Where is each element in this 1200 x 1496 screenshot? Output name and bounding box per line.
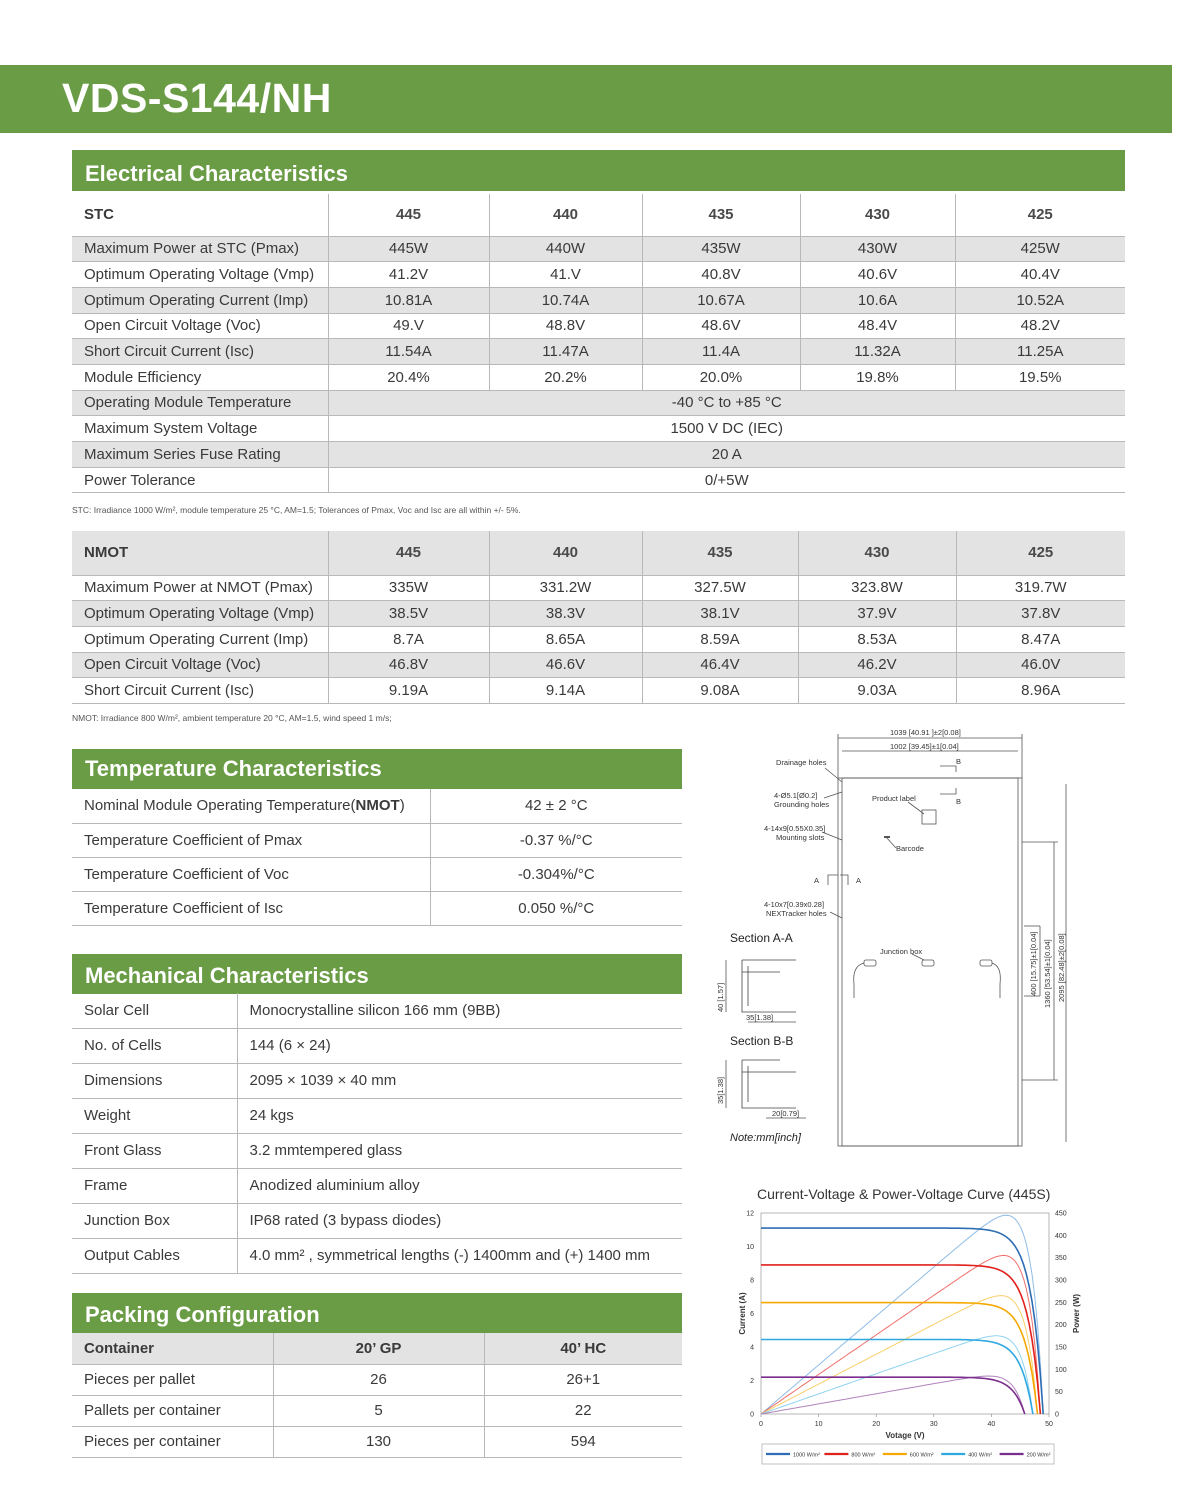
table-row bbox=[72, 1168, 682, 1203]
row-label: Pieces per pallet bbox=[72, 1364, 273, 1395]
table-row bbox=[72, 1203, 682, 1238]
junction-box-label: Junction box bbox=[880, 947, 923, 956]
row-value: -40 °C to +85 °C bbox=[328, 390, 1125, 416]
model-header: 430 bbox=[800, 194, 955, 236]
row-label: Front Glass bbox=[72, 1133, 237, 1168]
table-row bbox=[72, 789, 682, 823]
row-label: Maximum Power at NMOT (Pmax) bbox=[72, 575, 328, 601]
model-header: 430 bbox=[798, 531, 956, 575]
row-value: 26 bbox=[273, 1364, 484, 1395]
y2-tick-label: 100 bbox=[1055, 1366, 1067, 1374]
y2-tick-label: 50 bbox=[1055, 1389, 1063, 1397]
grounding-size: 4-Ø5.1[Ø0.2] bbox=[774, 791, 818, 800]
packing-heading: Packing Configuration bbox=[72, 1293, 682, 1333]
row-value: 435W bbox=[642, 236, 800, 262]
row-value: 8.96A bbox=[956, 678, 1125, 704]
units-note: Note:mm[inch] bbox=[730, 1132, 801, 1144]
mechanical-table bbox=[72, 993, 682, 1274]
sec-b-width: 20[0.79] bbox=[772, 1109, 800, 1118]
row-value: 11.32A bbox=[800, 339, 955, 365]
row-value: 3.2 mmtempered glass bbox=[237, 1133, 682, 1168]
model-header: 435 bbox=[642, 194, 800, 236]
row-label: Dimensions bbox=[72, 1063, 237, 1098]
section-mark-b: B bbox=[956, 757, 962, 766]
chart-svg bbox=[700, 1180, 1120, 1480]
row-label: Optimum Operating Voltage (Vmp) bbox=[72, 262, 328, 288]
product-label: Product label bbox=[872, 794, 916, 803]
row-value: 11.54A bbox=[328, 339, 489, 365]
row-value: -0.304%/°C bbox=[430, 857, 682, 891]
x-tick-label: 20 bbox=[872, 1421, 881, 1428]
row-label: Temperature Coefficient of Isc bbox=[72, 891, 430, 925]
row-label: Short Circuit Current (Isc) bbox=[72, 339, 328, 365]
table-row bbox=[72, 1063, 682, 1098]
mounting-size: 4-14x9[0.55X0.35] bbox=[764, 824, 826, 833]
row-value: 11.47A bbox=[489, 339, 642, 365]
row-label: Temperature Coefficient of Pmax bbox=[72, 823, 430, 857]
y2-tick-label: 400 bbox=[1055, 1232, 1067, 1240]
row-value: -0.37 %/°C bbox=[430, 823, 682, 857]
row-label: Temperature Coefficient of Voc bbox=[72, 857, 430, 891]
y-tick-label: 6 bbox=[750, 1311, 754, 1318]
row-value: 5 bbox=[273, 1395, 484, 1426]
x-tick-label: 0 bbox=[759, 1421, 763, 1428]
row-value: 10.74A bbox=[489, 287, 642, 313]
power-curve bbox=[761, 1336, 1033, 1414]
dim-outer: 1039 [40.91 ]±2[0.08] bbox=[890, 728, 961, 737]
module-drawing bbox=[700, 722, 1100, 1152]
dim-400: 400 [15.75]±1[0.04] bbox=[1029, 931, 1038, 996]
row-value: 440W bbox=[489, 236, 642, 262]
row-value: 38.1V bbox=[642, 601, 798, 627]
table-row bbox=[72, 339, 1125, 365]
row-value: 19.8% bbox=[800, 364, 955, 390]
mounting-label: Mounting slots bbox=[776, 833, 825, 842]
row-value: 48.2V bbox=[955, 313, 1125, 339]
nmot-temp-value: 42 ± 2 °C bbox=[430, 789, 682, 823]
row-value: 20.2% bbox=[489, 364, 642, 390]
temperature-heading: Temperature Characteristics bbox=[72, 749, 682, 789]
dim-2095: 2095 [82.48]±2[0.08] bbox=[1057, 933, 1066, 1002]
row-label: Power Tolerance bbox=[72, 467, 328, 493]
table-row bbox=[72, 678, 1125, 704]
table-row bbox=[72, 1364, 682, 1395]
row-value: 48.6V bbox=[642, 313, 800, 339]
y-tick-label: 12 bbox=[746, 1210, 754, 1218]
row-value: 144 (6 × 24) bbox=[237, 1028, 682, 1063]
table-row bbox=[72, 1238, 682, 1273]
y-tick-label: 4 bbox=[750, 1344, 754, 1352]
row-value: 40.8V bbox=[642, 262, 800, 288]
power-curve bbox=[761, 1215, 1043, 1414]
sec-b-height: 35[1.38] bbox=[716, 1076, 725, 1104]
row-value: 19.5% bbox=[955, 364, 1125, 390]
nmot-table bbox=[72, 531, 1125, 704]
table-row bbox=[72, 626, 1125, 652]
legend-label: 600 W/m² bbox=[909, 1452, 934, 1459]
row-value: 37.9V bbox=[798, 601, 956, 627]
y-tick-label: 10 bbox=[746, 1244, 754, 1251]
row-value: Anodized aluminium alloy bbox=[237, 1168, 682, 1203]
table-row bbox=[72, 442, 1125, 468]
iv-pv-chart bbox=[700, 1180, 1120, 1480]
table-row bbox=[72, 823, 682, 857]
row-value: 24 kgs bbox=[237, 1098, 682, 1133]
row-label: Output Cables bbox=[72, 1238, 237, 1273]
temperature-table bbox=[72, 789, 682, 926]
row-value: 38.5V bbox=[328, 601, 489, 627]
section-b-title: Section B-B bbox=[730, 1034, 794, 1048]
model-header: 445 bbox=[328, 531, 489, 575]
row-label: Optimum Operating Voltage (Vmp) bbox=[72, 601, 328, 627]
x-tick-label: 10 bbox=[814, 1421, 823, 1428]
row-value: 9.03A bbox=[798, 678, 956, 704]
model-header: 435 bbox=[642, 531, 798, 575]
electrical-heading: Electrical Characteristics bbox=[72, 150, 1125, 191]
row-value: 10.67A bbox=[642, 287, 800, 313]
row-value: 11.25A bbox=[955, 339, 1125, 365]
nextracker-label: NEXTracker holes bbox=[766, 909, 827, 918]
row-label: Optimum Operating Current (Imp) bbox=[72, 287, 328, 313]
packing-header-row bbox=[72, 1333, 682, 1364]
table-row bbox=[72, 287, 1125, 313]
row-value: 10.52A bbox=[955, 287, 1125, 313]
section-mark-a: A bbox=[814, 876, 820, 885]
section-a-title: Section A-A bbox=[730, 931, 793, 945]
stc-label: STC bbox=[72, 194, 328, 236]
row-value: 46.4V bbox=[642, 652, 798, 678]
row-value: 37.8V bbox=[956, 601, 1125, 627]
packing-header: 40’ HC bbox=[484, 1333, 682, 1364]
packing-header: 20’ GP bbox=[273, 1333, 484, 1364]
row-label: No. of Cells bbox=[72, 1028, 237, 1063]
row-label: Frame bbox=[72, 1168, 237, 1203]
row-value: 327.5W bbox=[642, 575, 798, 601]
row-value: 41.V bbox=[489, 262, 642, 288]
chart-title: Current-Voltage & Power-Voltage Curve (445S) bbox=[757, 1186, 1051, 1202]
y-tick-label: 8 bbox=[750, 1277, 754, 1285]
row-value: 26+1 bbox=[484, 1364, 682, 1395]
table-row bbox=[72, 575, 1125, 601]
row-value: 9.08A bbox=[642, 678, 798, 704]
row-value: 10.6A bbox=[800, 287, 955, 313]
model-header: 440 bbox=[489, 531, 642, 575]
row-value: 22 bbox=[484, 1395, 682, 1426]
sec-a-height: 40 [1.57] bbox=[716, 982, 725, 1012]
row-value: 8.47A bbox=[956, 626, 1125, 652]
row-label: Maximum Power at STC (Pmax) bbox=[72, 236, 328, 262]
row-value: 20.4% bbox=[328, 364, 489, 390]
y2-tick-label: 350 bbox=[1055, 1255, 1067, 1263]
row-label: Pallets per container bbox=[72, 1395, 273, 1426]
table-row bbox=[72, 262, 1125, 288]
power-curve bbox=[761, 1296, 1038, 1414]
table-row bbox=[72, 390, 1125, 416]
y2-tick-label: 150 bbox=[1055, 1344, 1067, 1352]
mechanical-heading: Mechanical Characteristics bbox=[72, 954, 682, 994]
row-value: 48.8V bbox=[489, 313, 642, 339]
row-value: 319.7W bbox=[956, 575, 1125, 601]
row-value: 594 bbox=[484, 1426, 682, 1457]
row-value: 335W bbox=[328, 575, 489, 601]
product-title: VDS-S144/NH bbox=[62, 75, 332, 121]
y2-tick-label: 0 bbox=[1055, 1411, 1059, 1419]
y-tick-label: 2 bbox=[750, 1378, 754, 1385]
stc-table bbox=[72, 194, 1125, 493]
table-row bbox=[72, 1133, 682, 1168]
section-mark-b: B bbox=[956, 797, 962, 806]
row-value: 8.59A bbox=[642, 626, 798, 652]
x-tick-label: 50 bbox=[1045, 1421, 1053, 1428]
row-label: Open Circuit Voltage (Voc) bbox=[72, 652, 328, 678]
row-label: Optimum Operating Current (Imp) bbox=[72, 626, 328, 652]
row-value: 49.V bbox=[328, 313, 489, 339]
row-label: Solar Cell bbox=[72, 993, 237, 1028]
row-label: Maximum Series Fuse Rating bbox=[72, 442, 328, 468]
row-label: Short Circuit Current (Isc) bbox=[72, 678, 328, 704]
sec-a-width: 35[1.38] bbox=[746, 1013, 774, 1022]
legend-label: 400 W/m² bbox=[968, 1452, 993, 1459]
row-value: 48.4V bbox=[800, 313, 955, 339]
legend-label: 1000 W/m² bbox=[793, 1452, 820, 1459]
row-value: 20 A bbox=[328, 442, 1125, 468]
row-value: 0/+5W bbox=[328, 467, 1125, 493]
x-tick-label: 30 bbox=[929, 1421, 938, 1428]
row-value: 425W bbox=[955, 236, 1125, 262]
row-label: Weight bbox=[72, 1098, 237, 1133]
row-value: 46.0V bbox=[956, 652, 1125, 678]
title-band bbox=[0, 65, 1172, 133]
x-tick-label: 40 bbox=[987, 1421, 996, 1428]
table-row bbox=[72, 467, 1125, 493]
x-axis-label: Votage (V) bbox=[885, 1431, 925, 1440]
row-value: 10.81A bbox=[328, 287, 489, 313]
y-axis-label: Current (A) bbox=[738, 1292, 747, 1335]
model-header: 425 bbox=[956, 531, 1125, 575]
row-value: 9.14A bbox=[489, 678, 642, 704]
row-value: 46.8V bbox=[328, 652, 489, 678]
row-value: 1500 V DC (IEC) bbox=[328, 416, 1125, 442]
dim-inner: 1002 [39.45]±1[0.04] bbox=[890, 742, 959, 751]
row-value: 445W bbox=[328, 236, 489, 262]
table-row bbox=[72, 891, 682, 925]
row-value: 0.050 %/°C bbox=[430, 891, 682, 925]
row-value: 331.2W bbox=[489, 575, 642, 601]
model-header: 425 bbox=[955, 194, 1125, 236]
drainage-label: Drainage holes bbox=[776, 758, 827, 767]
model-header: 445 bbox=[328, 194, 489, 236]
table-row bbox=[72, 601, 1125, 627]
row-label: Pieces per container bbox=[72, 1426, 273, 1457]
y-tick-label: 0 bbox=[750, 1411, 754, 1419]
row-value: 41.2V bbox=[328, 262, 489, 288]
y2-tick-label: 250 bbox=[1055, 1299, 1067, 1307]
row-label: Open Circuit Voltage (Voc) bbox=[72, 313, 328, 339]
stc-note: STC: Irradiance 1000 W/m², module temperature 25 °C, AM=1.5; Tolerances of Pmax, Voc and Isc are all within +/- 5%. bbox=[72, 505, 521, 515]
table-row bbox=[72, 364, 1125, 390]
y2-tick-label: 300 bbox=[1055, 1277, 1067, 1285]
grounding-label: Grounding holes bbox=[774, 800, 830, 809]
packing-header: Container bbox=[72, 1333, 273, 1364]
row-value: 40.4V bbox=[955, 262, 1125, 288]
dim-1360: 1360 [53.54]±1[0.04] bbox=[1043, 939, 1052, 1008]
table-row bbox=[72, 236, 1125, 262]
row-label: Junction Box bbox=[72, 1203, 237, 1238]
nmot-note: NMOT: Irradiance 800 W/m², ambient temperature 20 °C, AM=1.5, wind speed 1 m/s; bbox=[72, 713, 392, 723]
row-value: 11.4A bbox=[642, 339, 800, 365]
table-row bbox=[72, 416, 1125, 442]
table-row bbox=[72, 1426, 682, 1457]
row-value: 130 bbox=[273, 1426, 484, 1457]
row-value: 4.0 mm² , symmetrical lengths (-) 1400mm and (+) 1400 mm bbox=[237, 1238, 682, 1273]
row-value: 8.53A bbox=[798, 626, 956, 652]
table-row bbox=[72, 993, 682, 1028]
row-value: 8.65A bbox=[489, 626, 642, 652]
current-curve bbox=[761, 1377, 1025, 1414]
row-value: 20.0% bbox=[642, 364, 800, 390]
table-row bbox=[72, 1395, 682, 1426]
power-curve bbox=[761, 1376, 1025, 1414]
y2-tick-label: 200 bbox=[1055, 1322, 1067, 1330]
power-curve bbox=[761, 1255, 1040, 1414]
row-value: IP68 rated (3 bypass diodes) bbox=[237, 1203, 682, 1238]
nmot-temp-label: Nominal Module Operating Temperature(NMOT) bbox=[72, 789, 430, 823]
row-value: 46.2V bbox=[798, 652, 956, 678]
row-label: Module Efficiency bbox=[72, 364, 328, 390]
nmot-label: NMOT bbox=[72, 531, 328, 575]
table-row bbox=[72, 857, 682, 891]
legend-label: 200 W/m² bbox=[1026, 1452, 1051, 1459]
table-row bbox=[72, 652, 1125, 678]
row-value: 40.6V bbox=[800, 262, 955, 288]
barcode-label: Barcode bbox=[896, 844, 924, 853]
row-value: Monocrystalline silicon 166 mm (9BB) bbox=[237, 993, 682, 1028]
row-label: Operating Module Temperature bbox=[72, 390, 328, 416]
table-row bbox=[72, 1028, 682, 1063]
section-mark-a: A bbox=[856, 876, 862, 885]
table-row bbox=[72, 1098, 682, 1133]
row-value: 38.3V bbox=[489, 601, 642, 627]
y2-axis-label: Power (W) bbox=[1072, 1293, 1081, 1334]
row-value: 8.7A bbox=[328, 626, 489, 652]
row-value: 2095 × 1039 × 40 mm bbox=[237, 1063, 682, 1098]
row-value: 430W bbox=[800, 236, 955, 262]
row-value: 9.19A bbox=[328, 678, 489, 704]
row-value: 46.6V bbox=[489, 652, 642, 678]
nextracker-size: 4-10x7[0.39x0.28] bbox=[764, 900, 825, 909]
packing-table bbox=[72, 1333, 682, 1458]
row-label: Maximum System Voltage bbox=[72, 416, 328, 442]
row-value: 323.8W bbox=[798, 575, 956, 601]
model-header: 440 bbox=[489, 194, 642, 236]
legend-label: 800 W/m² bbox=[851, 1452, 876, 1459]
y2-tick-label: 450 bbox=[1055, 1210, 1067, 1218]
table-row bbox=[72, 313, 1125, 339]
